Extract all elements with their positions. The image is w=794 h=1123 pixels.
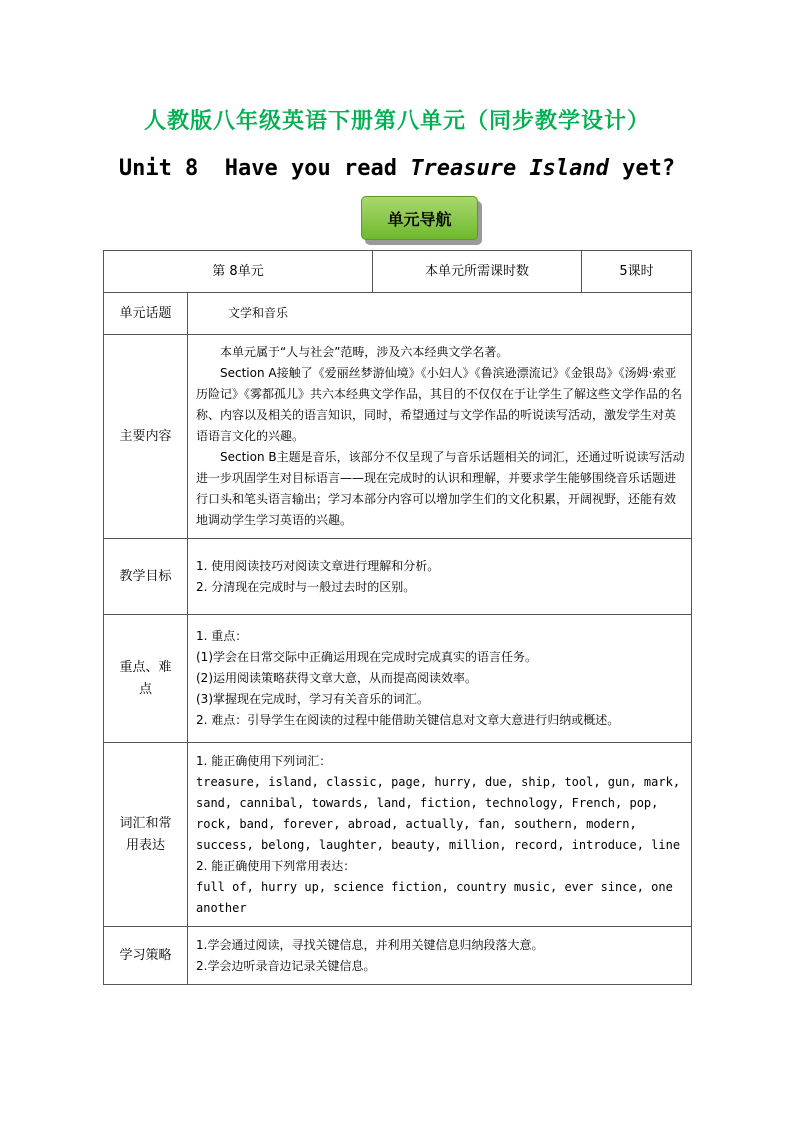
content-label: 主要内容: [104, 335, 188, 539]
content-value: [188, 335, 692, 539]
vocab-label: 词汇和常用表达: [104, 743, 188, 927]
unit-title: [0, 156, 794, 181]
vocab-words: treasure, island, classic, page, hurry, due, ship, tool, gun, mark, sand, cannibal, towards, land, fiction, technology, French, pop, rock, band, forever, abroad, actually, fan, southern, modern, success, belong, laughter, beauty, million, record, introduce, line: [196, 774, 681, 852]
strategy-value: [188, 927, 692, 985]
content-paragraph: Section A接触了《爱丽丝梦游仙境》《小妇人》《鲁滨逊漂流记》《金银岛》《汤姆·索亚历险记》《雾都孤儿》共六本经典文学作品，其目的不仅仅在于让学生了解这些文学作品的名称、内容以及相关的语言知识，同时，希望通过与文学作品的听说读写活动，激发学生对英语语言文化的兴趣。: [196, 366, 683, 443]
strategy-label: 学习策略: [104, 927, 188, 985]
key-point-item: (2)运用阅读策略获得文章大意，从而提高阅读效率。: [196, 671, 478, 685]
key-points-value: [188, 615, 692, 743]
topic-value: 文学和音乐: [188, 293, 692, 335]
hours-value: 5课时: [582, 251, 692, 293]
table-row: [104, 615, 692, 743]
strategy-item: 1.学会通过阅读，寻找关键信息，并利用关键信息归纳段落大意。: [196, 937, 544, 952]
hours-label: 本单元所需课时数: [373, 251, 582, 293]
page-title: 人教版八年级英语下册第八单元（同步教学设计）: [143, 108, 650, 134]
lesson-plan-table: [103, 250, 692, 985]
unit-number: 第 8单元: [104, 251, 373, 293]
unit-title-suffix: yet?: [608, 156, 676, 181]
unit-nav-label: 单元导航: [361, 196, 478, 240]
key-point-item: 1. 重点：: [196, 629, 248, 643]
unit-title-prefix: Unit 8 Have you read: [118, 156, 411, 181]
key-point-item: 2. 难点：引导学生在阅读的过程中能借助关键信息对文章大意进行归纳或概述。: [196, 713, 620, 727]
topic-label: 单元话题: [104, 293, 188, 335]
key-point-item: (1)学会在日常交际中正确运用现在完成时完成真实的语言任务。: [196, 650, 538, 664]
goal-item: 2. 分清现在完成时与一般过去时的区别。: [196, 579, 416, 594]
table-row: [104, 539, 692, 615]
key-points-label: 重点、难点: [104, 615, 188, 743]
table-row: [104, 927, 692, 985]
table-row: [104, 293, 692, 335]
goals-value: [188, 539, 692, 615]
vocab-heading: 1. 能正确使用下列词汇：: [196, 753, 332, 768]
goal-item: 1. 使用阅读技巧对阅读文章进行理解和分析。: [196, 558, 440, 573]
table-row: [104, 251, 692, 293]
goals-label: 教学目标: [104, 539, 188, 615]
table-row: [104, 335, 692, 539]
table-row: [104, 743, 692, 927]
content-paragraph: Section B主题是音乐，该部分不仅呈现了与音乐话题相关的词汇，还通过听说读写活动进一步巩固学生对目标语言——现在完成时的认识和理解，并要求学生能够围绕音乐话题进行口头和笔头语言输出；学习本部分内容可以增加学生们的文化积累，开阔视野，还能有效地调动学生学习英语的兴趣。: [196, 450, 685, 527]
strategy-item: 2.学会边听录音边记录关键信息。: [196, 958, 376, 973]
unit-title-book: Treasure Island: [410, 156, 609, 181]
key-point-item: (3)掌握现在完成时，学习有关音乐的词汇。: [196, 692, 429, 706]
unit-nav-badge: [361, 196, 483, 246]
vocab-value: [188, 743, 692, 927]
content-paragraph: 本单元属于“人与社会”范畴，涉及六本经典文学名著。: [220, 345, 509, 359]
vocab-phrases: full of, hurry up, science fiction, country music, ever since, one another: [196, 879, 673, 915]
vocab-heading: 2. 能正确使用下列常用表达：: [196, 858, 356, 873]
